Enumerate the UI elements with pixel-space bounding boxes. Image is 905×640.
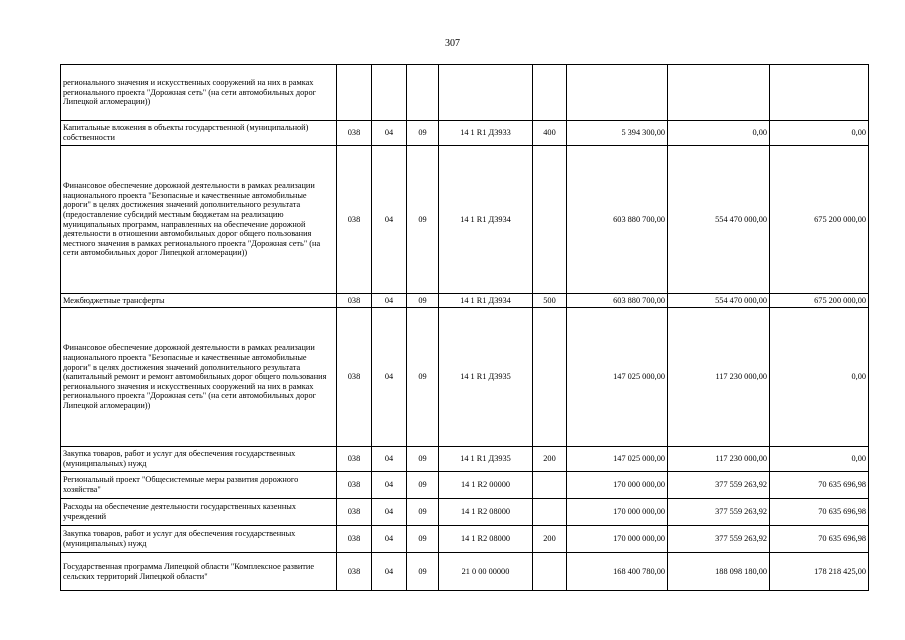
expense-type: 400 <box>533 121 567 146</box>
table-row <box>61 526 869 553</box>
ministry-code: 038 <box>337 526 372 553</box>
expense-type <box>533 472 567 499</box>
amount-2022: 0,00 <box>668 121 770 146</box>
section-code: 04 <box>372 121 407 146</box>
amount-2021: 603 880 700,00 <box>567 294 668 308</box>
ministry-code: 038 <box>337 308 372 447</box>
expense-type: 200 <box>533 526 567 553</box>
table-row <box>61 447 869 472</box>
amount-2021: 170 000 000,00 <box>567 472 668 499</box>
amount-2022: 554 470 000,00 <box>668 294 770 308</box>
section-code: 04 <box>372 526 407 553</box>
target-code: 14 1 R2 08000 <box>439 499 533 526</box>
amount-2022: 117 230 000,00 <box>668 308 770 447</box>
amount-2023 <box>770 65 869 121</box>
ministry-code: 038 <box>337 146 372 294</box>
target-code: 14 1 R1 Д3935 <box>439 308 533 447</box>
table-row <box>61 472 869 499</box>
target-code: 14 1 R2 00000 <box>439 472 533 499</box>
table-row <box>61 553 869 591</box>
target-code: 21 0 00 00000 <box>439 553 533 591</box>
amount-2023: 70 635 696,98 <box>770 472 869 499</box>
table-row <box>61 499 869 526</box>
expense-type <box>533 65 567 121</box>
table-row <box>61 294 869 308</box>
amount-2023: 675 200 000,00 <box>770 146 869 294</box>
subsection-code: 09 <box>407 526 439 553</box>
expense-type <box>533 308 567 447</box>
ministry-code: 038 <box>337 121 372 146</box>
expense-type: 200 <box>533 447 567 472</box>
subsection-code <box>407 65 439 121</box>
section-code: 04 <box>372 308 407 447</box>
row-name: Закупка товаров, работ и услуг для обеспечения государственных (муниципальных) нужд <box>61 447 337 472</box>
amount-2023: 178 218 425,00 <box>770 553 869 591</box>
subsection-code: 09 <box>407 499 439 526</box>
expense-type <box>533 146 567 294</box>
amount-2021: 170 000 000,00 <box>567 499 668 526</box>
amount-2022: 117 230 000,00 <box>668 447 770 472</box>
amount-2021: 147 025 000,00 <box>567 308 668 447</box>
table-row <box>61 65 869 121</box>
target-code: 14 1 R2 08000 <box>439 526 533 553</box>
target-code <box>439 65 533 121</box>
ministry-code <box>337 65 372 121</box>
amount-2021: 170 000 000,00 <box>567 526 668 553</box>
row-name: Финансовое обеспечение дорожной деятельности в рамках реализации национального проекта "Безопасные и качественные автомобильные дороги" в целях достижения значений дополнительного результата (капитальный ремонт и ремонт автомобильных дорог общего пользования регионального значения и искусственных сооружений на них в рамках регионального проекта "Дорожная сеть" (на сети автомобильных дорог Липецкой агломерации)) <box>61 308 337 447</box>
amount-2023: 0,00 <box>770 308 869 447</box>
target-code: 14 1 R1 Д3934 <box>439 146 533 294</box>
expense-type <box>533 499 567 526</box>
amount-2021: 5 394 300,00 <box>567 121 668 146</box>
section-code: 04 <box>372 499 407 526</box>
table-body <box>61 65 869 591</box>
ministry-code: 038 <box>337 447 372 472</box>
row-name: Закупка товаров, работ и услуг для обеспечения государственных (муниципальных) нужд <box>61 526 337 553</box>
amount-2023: 675 200 000,00 <box>770 294 869 308</box>
target-code: 14 1 R1 Д3935 <box>439 447 533 472</box>
section-code: 04 <box>372 472 407 499</box>
amount-2021: 168 400 780,00 <box>567 553 668 591</box>
subsection-code: 09 <box>407 146 439 294</box>
target-code: 14 1 R1 Д3933 <box>439 121 533 146</box>
subsection-code: 09 <box>407 553 439 591</box>
row-name: Финансовое обеспечение дорожной деятельности в рамках реализации национального проекта "Безопасные и качественные автомобильные дороги" в целях достижения значений дополнительного результата (предоставление субсидий местным бюджетам на реализацию муниципальных программ, направленных на обеспечение дорожной деятельности в отношении автомобильных дорог общего пользования местного значения в рамках регионального проекта "Дорожная сеть" (на сети автомобильных дорог Липецкой агломерации)) <box>61 146 337 294</box>
amount-2022: 377 559 263,92 <box>668 499 770 526</box>
table-row <box>61 146 869 294</box>
expense-type <box>533 553 567 591</box>
subsection-code: 09 <box>407 472 439 499</box>
subsection-code: 09 <box>407 121 439 146</box>
amount-2022: 377 559 263,92 <box>668 472 770 499</box>
amount-2022: 554 470 000,00 <box>668 146 770 294</box>
row-name: регионального значения и искусственных сооружений на них в рамках регионального проекта "Дорожная сеть" (на сети автомобильных дорог Липецкой агломерации)) <box>61 65 337 121</box>
row-name: Государственная программа Липецкой области "Комплексное развитие сельских территорий Липецкой области" <box>61 553 337 591</box>
section-code: 04 <box>372 146 407 294</box>
amount-2022: 188 098 180,00 <box>668 553 770 591</box>
amount-2022 <box>668 65 770 121</box>
ministry-code: 038 <box>337 553 372 591</box>
subsection-code: 09 <box>407 308 439 447</box>
amount-2023: 70 635 696,98 <box>770 499 869 526</box>
row-name: Капитальные вложения в объекты государственной (муниципальной) собственности <box>61 121 337 146</box>
amount-2021: 603 880 700,00 <box>567 146 668 294</box>
ministry-code: 038 <box>337 294 372 308</box>
ministry-code: 038 <box>337 499 372 526</box>
amount-2021: 147 025 000,00 <box>567 447 668 472</box>
table-row <box>61 121 869 146</box>
section-code <box>372 65 407 121</box>
amount-2023: 0,00 <box>770 447 869 472</box>
target-code: 14 1 R1 Д3934 <box>439 294 533 308</box>
row-name: Расходы на обеспечение деятельности государственных казенных учреждений <box>61 499 337 526</box>
subsection-code: 09 <box>407 294 439 308</box>
page-number: 307 <box>445 38 460 49</box>
row-name: Региональный проект "Общесистемные меры развития дорожного хозяйства" <box>61 472 337 499</box>
expense-type: 500 <box>533 294 567 308</box>
section-code: 04 <box>372 294 407 308</box>
table-row <box>61 308 869 447</box>
amount-2023: 0,00 <box>770 121 869 146</box>
amount-2023: 70 635 696,98 <box>770 526 869 553</box>
section-code: 04 <box>372 447 407 472</box>
subsection-code: 09 <box>407 447 439 472</box>
budget-table <box>60 64 869 591</box>
row-name: Межбюджетные трансферты <box>61 294 337 308</box>
section-code: 04 <box>372 553 407 591</box>
amount-2022: 377 559 263,92 <box>668 526 770 553</box>
amount-2021 <box>567 65 668 121</box>
ministry-code: 038 <box>337 472 372 499</box>
